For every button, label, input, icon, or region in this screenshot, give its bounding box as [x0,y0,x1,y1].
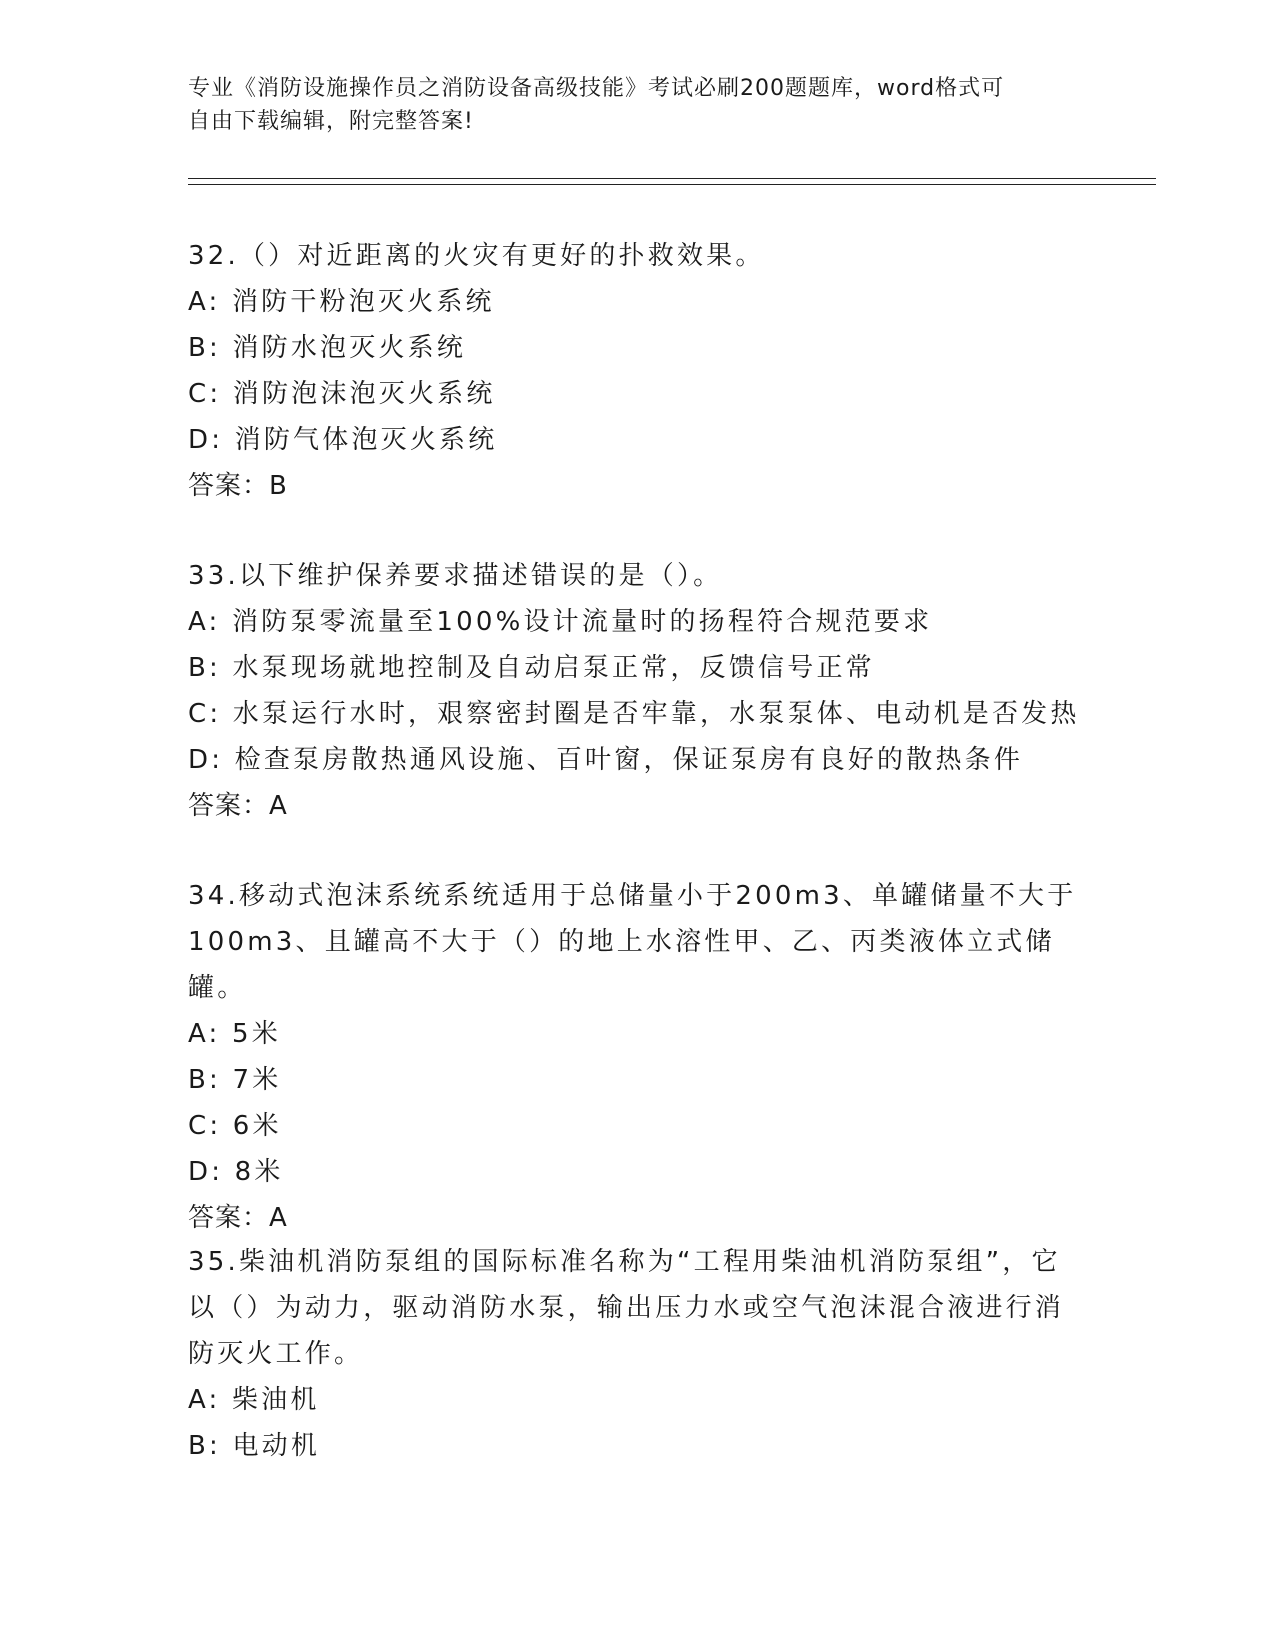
question-33 [188,553,1088,829]
question-stem: 33.以下维护保养要求描述错误的是（）。 [188,561,723,591]
answer: 答案：A [188,1203,288,1233]
header-line-2: 自由下载编辑，附完整答案! [188,109,474,134]
header-line-1: 专业《消防设施操作员之消防设备高级技能》考试必刷200题题库，word格式可 [188,76,1005,101]
question-stem: 35.柴油机消防泵组的国际标准名称为“工程用柴油机消防泵组”，它以（）为动力，驱动消防水泵，输出压力水或空气泡沫混合液进行消防灭火工作。 [188,1247,1065,1369]
option-c: C: 水泵运行水时，艰察密封圈是否牢靠，水泵泵体、电动机是否发热 [188,699,1080,729]
option-a: A: 5米 [188,1019,281,1049]
option-d: D: 检查泵房散热通风设施、百叶窗，保证泵房有良好的散热条件 [188,745,1024,775]
header-divider-top [188,178,1156,179]
question-stem: 34.移动式泡沫系统系统适用于总储量小于200m3、单罐储量不大于100m3、且罐高不大于（）的地上水溶性甲、乙、丙类液体立式储罐。 [188,881,1077,1003]
option-c: C: 消防泡沫泡灭火系统 [188,379,496,409]
question-35 [188,1239,1088,1469]
answer: 答案：A [188,791,288,821]
option-b: B: 消防水泡灭火系统 [188,333,467,363]
header-divider-bottom [188,184,1156,185]
option-b: B: 水泵现场就地控制及自动启泵正常，反馈信号正常 [188,653,875,683]
option-c: C: 6米 [188,1111,282,1141]
answer: 答案：B [188,471,288,501]
option-a: A: 柴油机 [188,1385,320,1415]
option-d: D: 8米 [188,1157,284,1187]
question-stem: 32.（）对近距离的火灾有更好的扑救效果。 [188,241,765,271]
question-34 [188,873,1088,1241]
option-b: B: 7米 [188,1065,282,1095]
option-a: A: 消防泵零流量至100%设计流量时的扬程符合规范要求 [188,607,933,637]
option-d: D: 消防气体泡灭火系统 [188,425,498,455]
option-b: B: 电动机 [188,1431,321,1461]
question-32 [188,233,1088,509]
option-a: A: 消防干粉泡灭火系统 [188,287,495,317]
document-header [188,72,1088,138]
